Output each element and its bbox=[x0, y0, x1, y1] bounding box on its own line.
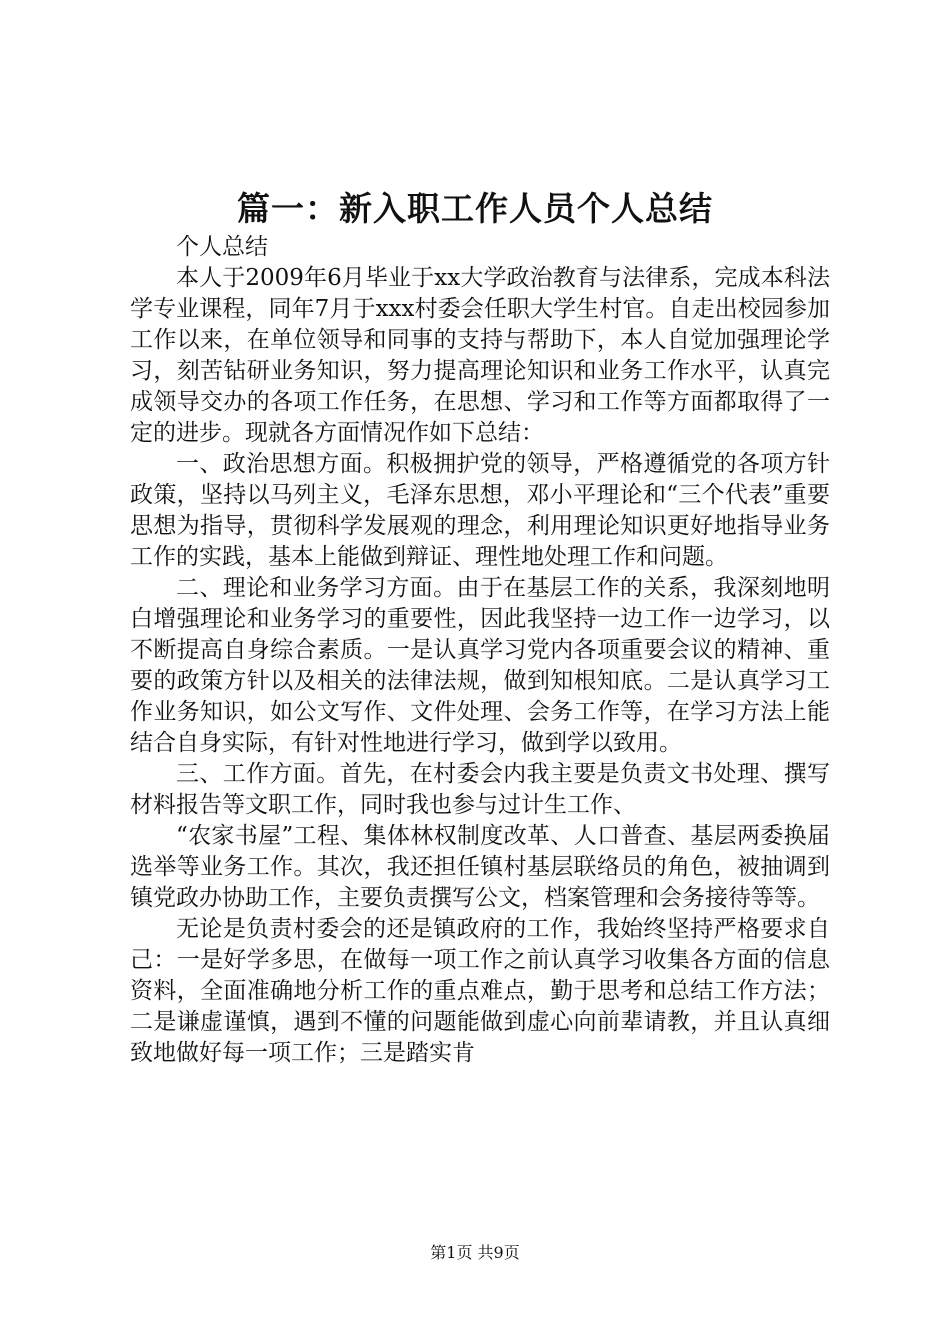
paragraph-work-continued: “农家书屋”工程、集体林权制度改革、人口普查、基层两委换届选举等业务工作。其次，我还担任镇村基层联络员的角色，被抽调到镇党政办协助工作，主要负责撰写公文，档案管理和会务接待等等。 bbox=[130, 823, 830, 911]
paragraph-work: 三、工作方面。首先，在村委会内我主要是负责文书处理、撰写材料报告等文职工作，同时我也参与过计生工作、 bbox=[130, 761, 830, 818]
document-title: 篇一：新入职工作人员个人总结 bbox=[237, 189, 713, 228]
page-footer: 第1页 共9页 bbox=[430, 1243, 520, 1262]
paragraph-political: 一、政治思想方面。积极拥护党的领导，严格遵循党的各项方针政策，坚持以马列主义，毛泽东思想，邓小平理论和“三个代表”重要思想为指导，贯彻科学发展观的理念，利用理论知识更好地指导业务工作的实践，基本上能做到辩证、理性地处理工作和问题。 bbox=[130, 451, 830, 570]
paragraph-study: 二、理论和业务学习方面。由于在基层工作的关系，我深刻地明白增强理论和业务学习的重要性，因此我坚持一边工作一边学习，以不断提高自身综合素质。一是认真学习党内各项重要会议的精神、重要的政策方针以及相关的法律法规，做到知根知底。二是认真学习工作业务知识，如公文写作、文件处理、会务工作等，在学习方法上能结合自身实际，有针对性地进行学习，做到学以致用。 bbox=[130, 575, 830, 756]
paragraph-heading: 个人总结 bbox=[176, 234, 268, 260]
paragraph-intro: 本人于2009年6月毕业于xx大学政治教育与法律系，完成本科法学专业课程，同年7月于xxx村委会任职大学生村官。自走出校园参加工作以来，在单位领导和同事的支持与帮助下，本人自觉加强理论学习，刻苦钻研业务知识，努力提高理论知识和业务工作水平，认真完成领导交办的各项工作任务，在思想、学习和工作等方面都取得了一定的进步。现就各方面情况作如下总结： bbox=[130, 265, 830, 446]
document-body bbox=[130, 232, 830, 1069]
paragraph-attitude: 无论是负责村委会的还是镇政府的工作，我始终坚持严格要求自己：一是好学多思，在做每一项工作之前认真学习收集各方面的信息资料，全面准确地分析工作的重点难点，勤于思考和总结工作方法；二是谦虚谨慎，遇到不懂的问题能做到虚心向前辈请教，并且认真细致地做好每一项工作；三是踏实肯 bbox=[130, 916, 830, 1066]
